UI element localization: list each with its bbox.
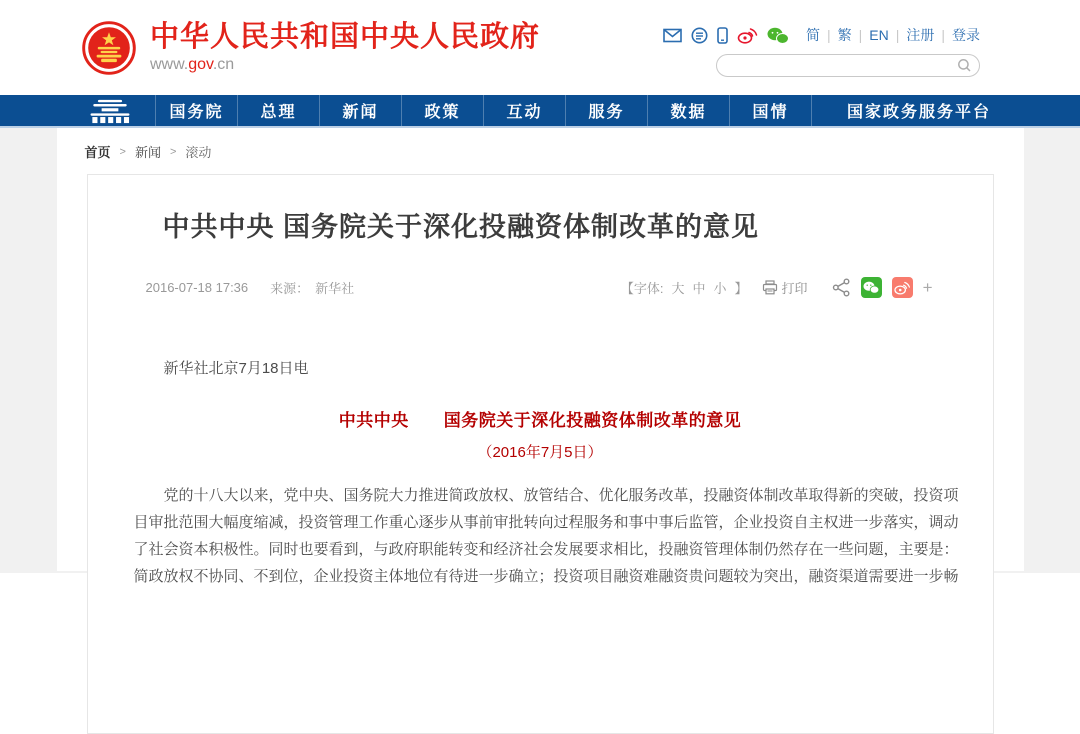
lang-simplified[interactable]: 简 [805,27,820,43]
weibo-share-icon [894,281,910,295]
site-title: 中华人民共和国中央人民政府 [150,20,541,53]
site-url-cn: .cn [212,56,235,74]
font-size-large-button[interactable]: 大 [671,281,685,296]
nav-item-data[interactable]: 数据 [647,95,729,126]
nav-item-national[interactable]: 国情 [729,95,811,126]
meta-right [621,277,933,298]
login-link[interactable]: 登录 [952,27,980,43]
paragraph-line: 党的十八大以来，党中央、国务院大力推进简政放权、放管结合、优化服务改革，投融资体制改革取得新的突破，投资项 [163,487,959,504]
nav-item-gov-service-platform[interactable]: 国家政务服务平台 [811,95,1026,126]
lang-english[interactable]: EN [869,27,889,43]
share-icon[interactable] [832,278,851,297]
share-wechat-button[interactable] [861,277,882,298]
header-right [663,24,980,77]
print-button[interactable] [762,278,808,297]
printer-icon [762,280,778,295]
source-label: 来源： [270,281,310,296]
pipe-separator: | [941,27,945,43]
tiananmen-icon [81,98,139,124]
print-label: 打印 [781,281,808,296]
search-input[interactable] [729,55,955,76]
paragraph-line: 了社会资本积极性。同时也要看到，与政府职能转变和经济社会发展要求相比，投融资管理体制仍然存在一些问题，主要是： [133,541,959,558]
pipe-separator: | [895,27,900,43]
search-button[interactable] [955,57,973,75]
document-title: 中共中央 国务院关于深化投融资体制改革的意见 [338,411,742,430]
pipe-separator: | [858,27,863,43]
font-size-label-open: 【字体: [620,281,664,296]
font-size-small-button[interactable]: 小 [713,281,727,296]
article-body [88,356,993,590]
article-box [87,174,994,734]
font-size-label-close: 】 [734,281,748,296]
nav-item-state-council[interactable]: 国务院 [155,95,237,126]
lang-traditional[interactable]: 繁 [837,27,852,43]
main-nav [0,95,1080,128]
breadcrumb-current: 滚动 [185,145,212,160]
weibo-icon[interactable] [737,27,758,44]
mail-icon[interactable] [663,28,682,43]
register-link[interactable]: 注册 [906,27,935,43]
paragraph-line: 目审批范围大幅度缩减，投资管理工作重心逐步从事前审批转向过程服务和事中事后监管，企业投资自主权进一步落实，调动 [133,514,959,531]
nav-home-button[interactable] [65,95,155,126]
breadcrumb-separator: > [119,145,126,158]
breadcrumb [57,128,1024,174]
breadcrumb-separator: > [169,145,177,158]
national-emblem-icon [82,21,136,75]
meta-left [146,278,355,297]
site-url-gov: gov [188,56,213,74]
source-value: 新华社 [315,281,355,296]
site-header [0,0,1080,95]
search-icon [957,58,972,73]
paragraph-line: 简政放权不协同、不到位，企业投资主体地位有待进一步确立；投资项目融资难融资贵问题较为突出，融资渠道需要进一步畅 [133,568,959,585]
nav-item-policy[interactable]: 政策 [401,95,483,126]
main-area [0,128,1080,585]
nav-item-premier[interactable]: 总理 [237,95,319,126]
content-column [57,128,1024,585]
brand-text [150,21,540,74]
nav-item-interaction[interactable]: 互动 [483,95,565,126]
bubble-icon[interactable] [691,27,708,44]
site-url [150,56,540,74]
nav-filler [1026,95,1080,126]
paragraph [133,482,959,590]
site-url-www: www. [150,56,189,74]
font-size-medium-button[interactable]: 中 [692,281,706,296]
article-meta-row [88,277,993,298]
site-logo[interactable] [82,21,540,75]
breadcrumb-home[interactable]: 首页 [84,145,111,160]
breadcrumb-news[interactable]: 新闻 [134,145,161,160]
nav-item-services[interactable]: 服务 [565,95,647,126]
wechat-share-icon [863,281,879,294]
search-box [716,54,980,77]
document-date: （2016年7月5日） [477,444,603,461]
dateline: 新华社北京7月18日电 [163,360,309,377]
publish-datetime: 2016-07-18 17:36 [145,280,249,295]
phone-icon[interactable] [717,27,728,44]
share-weibo-button[interactable] [892,277,913,298]
source [270,278,354,297]
lang-links [806,25,980,45]
pipe-separator: | [826,27,831,43]
share-group [832,277,933,298]
article-title: 中共中央 国务院关于深化投融资体制改革的意见 [162,212,760,242]
font-size-control [621,278,748,297]
share-more-button[interactable]: + [922,278,933,297]
nav-item-news[interactable]: 新闻 [319,95,401,126]
wechat-icon[interactable] [767,27,789,44]
quick-links-row [663,24,980,46]
